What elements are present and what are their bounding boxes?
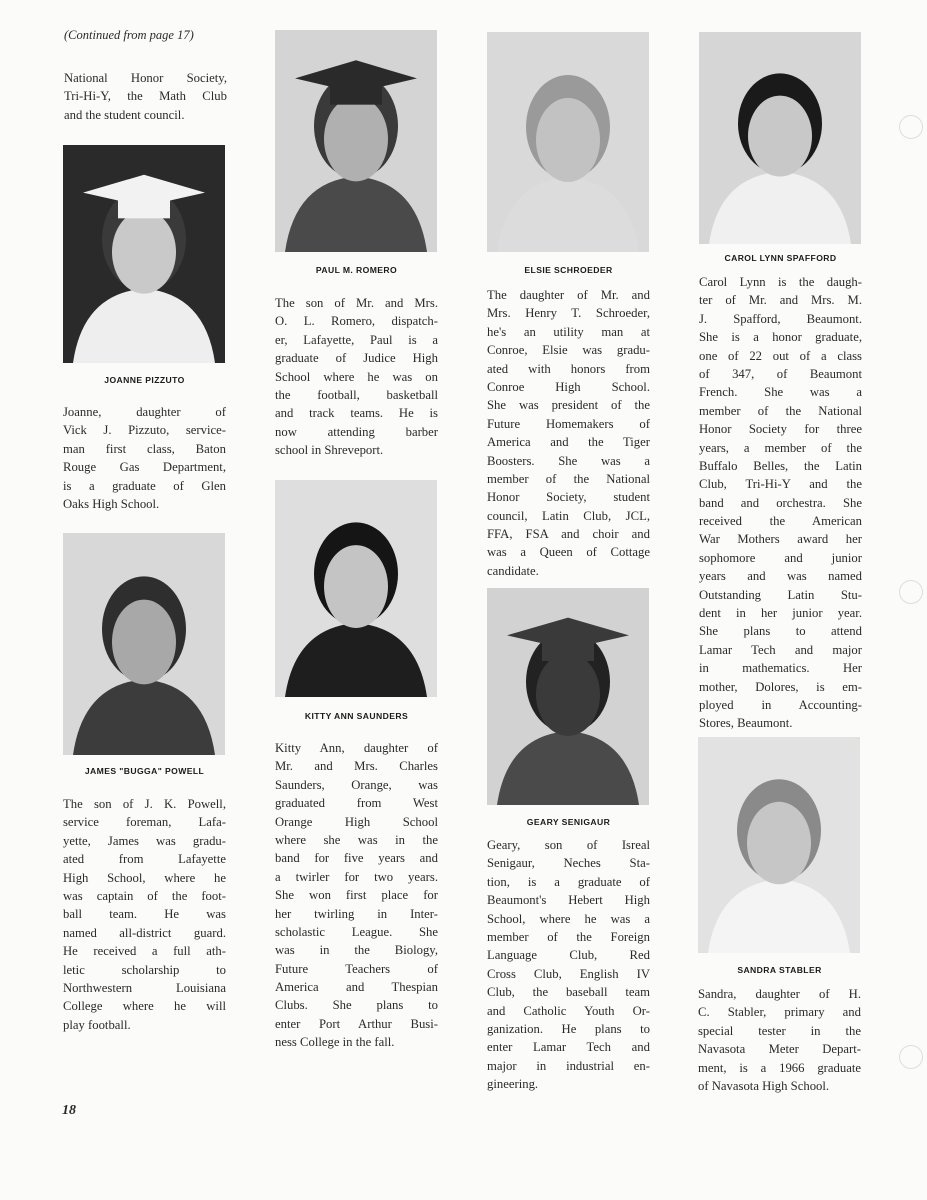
- text-line: America and the Tiger: [487, 435, 650, 450]
- text-line: of 347, of Beaumont: [699, 366, 862, 381]
- text-line: Joanne, daughter of: [63, 405, 226, 419]
- text-line: was captain of the foot-: [63, 888, 226, 903]
- text-line: he's an utility man at: [487, 324, 650, 339]
- text-line: ness College in the fall.: [275, 1035, 395, 1050]
- text-line: Northwestern Louisiana: [63, 980, 226, 995]
- text-line: National Honor Society,: [64, 71, 227, 85]
- text-line: High School, where he: [63, 870, 226, 885]
- portrait-photo: [63, 145, 225, 363]
- text-line: School where he was on: [275, 369, 438, 384]
- text-line: Carol Lynn is the daugh-: [699, 275, 862, 289]
- text-line: now attending barber: [275, 424, 438, 439]
- caption: SANDRA STABLER: [737, 965, 822, 975]
- intro-text: [64, 69, 227, 124]
- text-line: enter Port Arthur Busi-: [275, 1016, 438, 1031]
- text-line: years and was named: [699, 569, 862, 584]
- text-line: Geary, son of Isreal: [487, 838, 650, 852]
- text-line: one of 22 out of a class: [699, 348, 862, 363]
- text-line: Stores, Beaumont.: [699, 716, 793, 731]
- portrait-photo: [275, 30, 437, 252]
- text-line: er, Lafayette, Paul is a: [275, 332, 438, 347]
- text-line: She won first place for: [275, 888, 438, 903]
- text-line: play football.: [63, 1017, 131, 1032]
- portrait-image: [698, 737, 860, 953]
- text-line: school in Shreveport.: [275, 443, 384, 458]
- text-line: years, a member of the: [699, 440, 862, 455]
- page-number: 18: [62, 1103, 76, 1118]
- text-line: Vick J. Pizzuto, service-: [63, 423, 226, 438]
- portrait-image: [275, 30, 437, 252]
- text-line: Honor Society, student: [487, 490, 650, 505]
- text-line: Boosters. She was a: [487, 453, 650, 468]
- text-line: band and orchestra. She: [699, 495, 862, 510]
- text-line: ployed in Accounting-: [699, 697, 862, 712]
- text-line: Language Club, Red: [487, 948, 650, 963]
- bio-text: [63, 795, 226, 1034]
- caption: JAMES "BUGGA" POWELL: [84, 766, 205, 776]
- text-line: Sandra, daughter of H.: [698, 987, 861, 1001]
- text-line: and Catholic Youth Or-: [487, 1003, 650, 1018]
- text-line: Navasota Meter Depart-: [698, 1042, 861, 1057]
- text-line: Senigaur, Neches Sta-: [487, 856, 650, 871]
- text-line: letic scholarship to: [63, 962, 226, 977]
- text-line: She is a honor graduate,: [699, 330, 862, 345]
- caption: JOANNE PIZZUTO: [104, 375, 185, 385]
- text-line: a twirler for two years.: [275, 869, 438, 884]
- text-line: the football, basketball: [275, 387, 438, 402]
- text-line: Buffalo Belles, the Latin: [699, 458, 862, 473]
- text-line: member of the National: [487, 471, 650, 486]
- portrait-image: [699, 32, 861, 244]
- text-line: Lamar Tech and major: [699, 642, 862, 657]
- text-line: ball team. He was: [63, 907, 226, 922]
- text-line: gineering.: [487, 1077, 539, 1092]
- caption: CAROL LYNN SPAFFORD: [724, 253, 837, 263]
- caption: KITTY ANN SAUNDERS: [304, 711, 409, 721]
- text-line: Mr. and Mrs. Charles: [275, 759, 438, 774]
- text-line: Future Teachers of: [275, 961, 438, 976]
- text-line: major in industrial en-: [487, 1058, 650, 1073]
- portrait-image: [63, 533, 225, 755]
- caption: ELSIE SCHROEDER: [524, 265, 613, 275]
- text-line: She plans to attend: [699, 624, 862, 639]
- binder-hole: [899, 115, 923, 139]
- text-line: School, where he was a: [487, 911, 650, 926]
- text-line: sophomore and junior: [699, 550, 862, 565]
- text-line: ated with honors from: [487, 361, 650, 376]
- portrait-image: [487, 588, 649, 805]
- text-line: Cross Club, English IV: [487, 966, 650, 981]
- text-line: Club, the baseball team: [487, 985, 650, 1000]
- text-line: member of the Foreign: [487, 929, 650, 944]
- text-line: graduated from West: [275, 796, 438, 811]
- text-line: Club, Tri-Hi-Y and the: [699, 477, 862, 492]
- text-line: ated from Lafayette: [63, 852, 226, 867]
- text-line: She was president of the: [487, 398, 650, 413]
- portrait-photo: [698, 737, 860, 953]
- text-line: and track teams. He is: [275, 406, 438, 421]
- text-line: service foreman, Lafa-: [63, 815, 226, 830]
- text-line: Kitty Ann, daughter of: [275, 741, 438, 755]
- text-line: graduate of Judice High: [275, 351, 438, 366]
- text-line: mother, Dolores, is em-: [699, 679, 862, 694]
- portrait-image: [275, 480, 437, 697]
- text-line: of Navasota High School.: [698, 1078, 830, 1093]
- portrait-photo: [63, 533, 225, 755]
- text-line: in mathematics. Her: [699, 661, 862, 676]
- text-line: Mrs. Henry T. Schroeder,: [487, 306, 650, 321]
- text-line: Future Homemakers of: [487, 416, 650, 431]
- text-line: dent in her junior year.: [699, 606, 862, 621]
- text-line: French. She was a: [699, 385, 862, 400]
- text-line: FFA, FSA and choir and: [487, 527, 650, 542]
- bio-text: [275, 294, 438, 460]
- text-line: candidate.: [487, 563, 539, 578]
- text-line: is a graduate of Glen: [63, 478, 226, 493]
- text-line: He received a full ath-: [63, 944, 226, 959]
- binder-hole: [899, 1045, 923, 1069]
- portrait-photo: [487, 588, 649, 805]
- text-line: received the American: [699, 514, 862, 529]
- text-line: was in the Biology,: [275, 943, 438, 958]
- text-line: tion, is a graduate of: [487, 874, 650, 889]
- portrait-image: [63, 145, 225, 363]
- text-line: enter Lamar Tech and: [487, 1040, 650, 1055]
- text-line: scholastic League. She: [275, 924, 438, 939]
- text-line: Clubs. She plans to: [275, 998, 438, 1013]
- portrait-photo: [275, 480, 437, 697]
- portrait-photo: [487, 32, 649, 252]
- text-line: J. Spafford, Beaumont.: [699, 311, 862, 326]
- text-line: Orange High School: [275, 814, 438, 829]
- bio-text: [487, 836, 650, 1093]
- caption: GEARY SENIGAUR: [526, 817, 611, 827]
- text-line: her twirling in Inter-: [275, 906, 438, 921]
- text-line: The daughter of Mr. and: [487, 288, 650, 302]
- text-line: Conroe High School.: [487, 379, 650, 394]
- bio-text: [698, 985, 861, 1095]
- text-line: Saunders, Orange, was: [275, 777, 438, 792]
- text-line: special tester in the: [698, 1023, 861, 1038]
- text-line: named all-district guard.: [63, 925, 226, 940]
- bio-text: [699, 273, 862, 733]
- text-line: where she was in the: [275, 832, 438, 847]
- text-line: Honor Society for three: [699, 422, 862, 437]
- text-line: America and Thespian: [275, 980, 438, 995]
- bio-text: [275, 739, 438, 1052]
- text-line: O. L. Romero, dispatch-: [275, 314, 438, 329]
- text-line: Oaks High School.: [63, 496, 160, 511]
- binder-hole: [899, 580, 923, 604]
- text-line: was a Queen of Cottage: [487, 545, 650, 560]
- text-line: Conroe, Elsie was gradu-: [487, 343, 650, 358]
- text-line: The son of Mr. and Mrs.: [275, 296, 438, 310]
- text-line: Beaumont's Hebert High: [487, 893, 650, 908]
- text-line: C. Stabler, primary and: [698, 1005, 861, 1020]
- text-line: man first class, Baton: [63, 441, 226, 456]
- text-line: Tri-Hi-Y, the Math Club: [64, 89, 227, 104]
- text-line: member of the National: [699, 403, 862, 418]
- portrait-photo: [699, 32, 861, 244]
- text-line: and the student council.: [64, 107, 185, 122]
- text-line: ganization. He plans to: [487, 1021, 650, 1036]
- text-line: War Mothers award her: [699, 532, 862, 547]
- portrait-image: [487, 32, 649, 252]
- text-line: ter of Mr. and Mrs. M.: [699, 293, 862, 308]
- text-line: yette, James was gradu-: [63, 833, 226, 848]
- caption: PAUL M. ROMERO: [315, 265, 398, 275]
- continued-note: (Continued from page 17): [64, 28, 194, 42]
- text-line: Outstanding Latin Stu-: [699, 587, 862, 602]
- text-line: College where he will: [63, 999, 226, 1014]
- text-line: band for five years and: [275, 851, 438, 866]
- text-line: The son of J. K. Powell,: [63, 797, 226, 811]
- bio-text: [487, 286, 650, 580]
- text-line: Rouge Gas Department,: [63, 460, 226, 475]
- bio-text: [63, 403, 226, 513]
- text-line: ment, is a 1966 graduate: [698, 1060, 861, 1075]
- text-line: council, Latin Club, JCL,: [487, 508, 650, 523]
